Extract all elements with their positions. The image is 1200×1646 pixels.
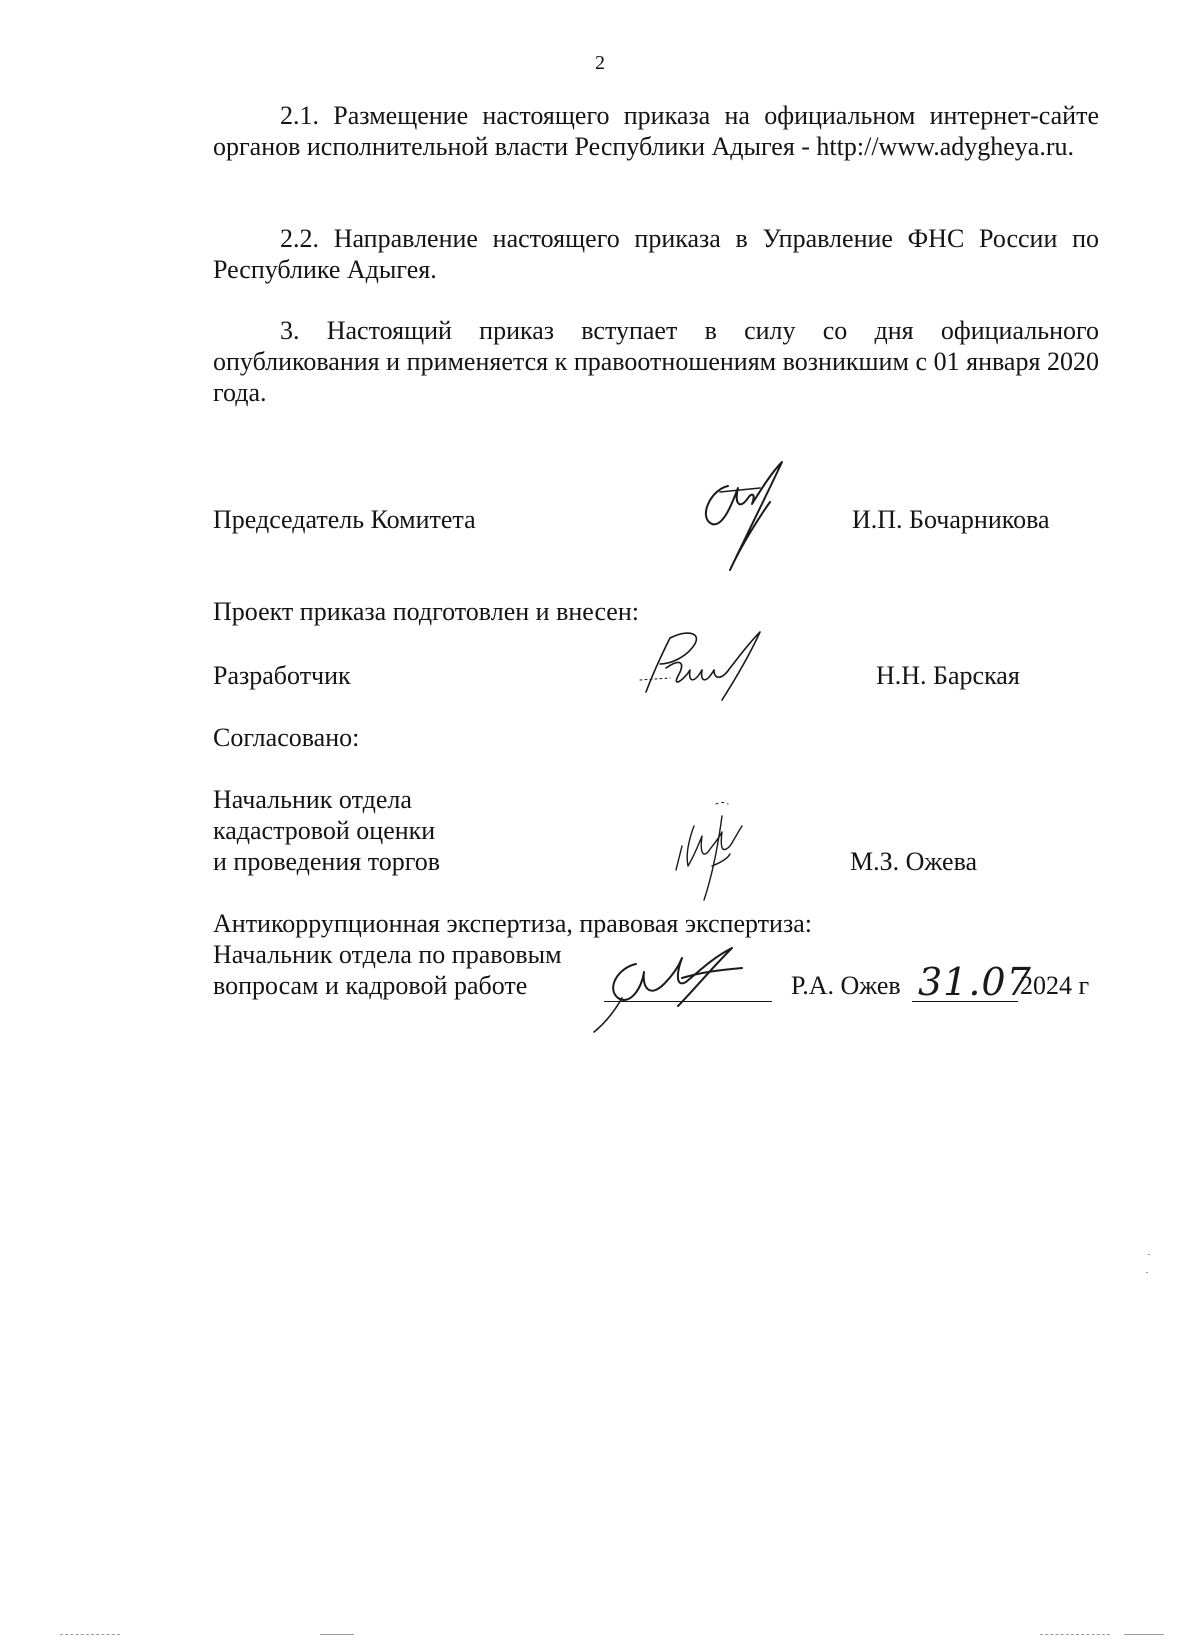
cadastral-head-title-line2: кадастровой оценки bbox=[213, 816, 436, 845]
scan-artifact bbox=[320, 1634, 354, 1635]
cadastral-head-signature-icon bbox=[672, 796, 782, 906]
cadastral-head-name: М.З. Ожева bbox=[850, 847, 978, 876]
page-number: 2 bbox=[595, 52, 605, 74]
cadastral-head-title-line1: Начальник отдела bbox=[213, 785, 412, 814]
paragraph-3: 3. Настоящий приказ вступает в силу со дня официального опубликования и применяется к правоотношениям возникшим с 01 января 2020 года. bbox=[213, 316, 1099, 407]
date-underline bbox=[912, 1001, 1018, 1002]
legal-head-signature-icon bbox=[592, 928, 772, 1038]
scan-artifact bbox=[1146, 1272, 1148, 1273]
scan-artifact bbox=[1124, 1634, 1164, 1635]
legal-head-signature-line bbox=[604, 1001, 772, 1002]
scan-artifact bbox=[1148, 1254, 1150, 1255]
agreed-heading: Согласовано: bbox=[213, 723, 360, 752]
chairman-title: Председатель Комитета bbox=[213, 505, 476, 534]
legal-head-title-line1: Начальник отдела по правовым bbox=[213, 940, 562, 969]
chairman-name: И.П. Бочарникова bbox=[852, 505, 1050, 534]
scan-artifact bbox=[1040, 1634, 1110, 1635]
legal-head-name: Р.А. Ожев bbox=[791, 971, 901, 1000]
chairman-signature-icon bbox=[690, 458, 800, 578]
paragraph-2-1: 2.1. Размещение настоящего приказа на официальном интернет-сайте органов исполнительной власти Республики Адыгея - http://www.adygheya.ru. bbox=[213, 101, 1099, 161]
legal-head-title-line2: вопросам и кадровой работе bbox=[213, 971, 528, 1000]
prepared-by-heading: Проект приказа подготовлен и внесен: bbox=[213, 597, 639, 626]
legal-head-year: 2024 г bbox=[1020, 971, 1090, 1000]
cadastral-head-title-line3: и проведения торгов bbox=[213, 847, 441, 876]
developer-signature-icon bbox=[630, 618, 790, 710]
paragraph-2-2: 2.2. Направление настоящего приказа в Управление ФНС России по Республике Адыгея. bbox=[213, 224, 1099, 284]
scan-artifact bbox=[60, 1634, 120, 1635]
expertise-heading: Антикоррупционная экспертиза, правовая экспертиза: bbox=[213, 909, 812, 938]
legal-head-date-handwritten: 31.07 bbox=[918, 960, 1032, 1004]
developer-title: Разработчик bbox=[213, 661, 351, 690]
developer-name: Н.Н. Барская bbox=[876, 661, 1020, 690]
